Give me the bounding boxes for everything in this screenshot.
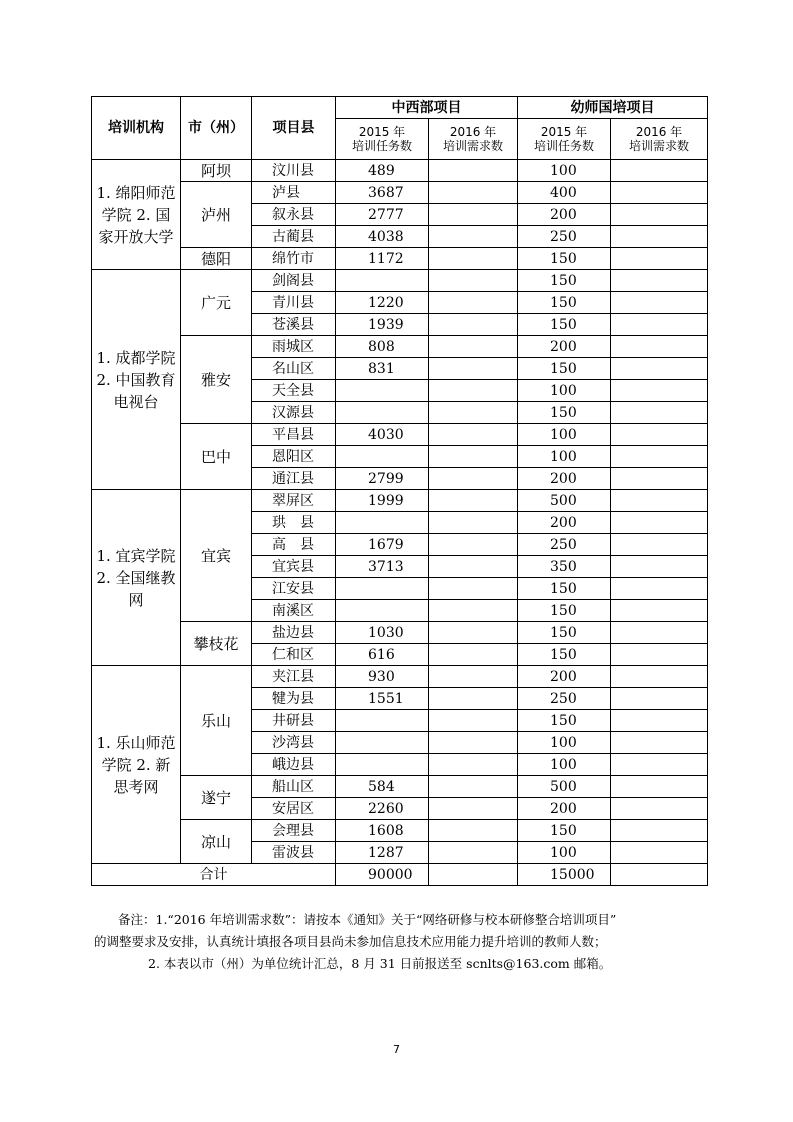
yes-2016-cell xyxy=(611,600,708,622)
zxb-2015-cell: 3713 xyxy=(336,556,429,578)
table-row xyxy=(92,622,708,644)
table-row xyxy=(92,182,708,204)
yes-2015-cell: 150 xyxy=(518,358,611,380)
zxb-2016-cell xyxy=(429,820,518,842)
zxb-2016-cell xyxy=(429,204,518,226)
zxb-2016-cell xyxy=(429,710,518,732)
city-cell: 攀枝花 xyxy=(181,622,252,666)
yes-2016-cell xyxy=(611,402,708,424)
zxb-2015-cell xyxy=(336,380,429,402)
yes-2015-cell: 100 xyxy=(518,732,611,754)
county-cell: 江安县 xyxy=(252,578,336,600)
header-year-2016: 2016 年 xyxy=(635,125,683,139)
table-row xyxy=(92,820,708,842)
zxb-2016-cell xyxy=(429,248,518,270)
zxb-2015-cell: 1939 xyxy=(336,314,429,336)
county-cell: 翠屏区 xyxy=(252,490,336,512)
zxb-2015-cell: 930 xyxy=(336,666,429,688)
total-zxb-2016 xyxy=(429,864,518,886)
yes-2015-cell: 200 xyxy=(518,204,611,226)
city-cell: 乐山 xyxy=(181,666,252,776)
zxb-2016-cell xyxy=(429,468,518,490)
yes-2015-cell: 150 xyxy=(518,402,611,424)
yes-2015-cell: 500 xyxy=(518,490,611,512)
yes-2015-cell: 400 xyxy=(518,182,611,204)
yes-2015-cell: 200 xyxy=(518,468,611,490)
zxb-2016-cell xyxy=(429,226,518,248)
total-row xyxy=(92,864,708,886)
zxb-2015-cell: 4038 xyxy=(336,226,429,248)
county-cell: 盐边县 xyxy=(252,622,336,644)
table-row xyxy=(92,270,708,292)
zxb-2016-cell xyxy=(429,556,518,578)
yes-2016-cell xyxy=(611,754,708,776)
county-cell: 古蔺县 xyxy=(252,226,336,248)
header-zxb-2015 xyxy=(336,119,429,160)
zxb-2016-cell xyxy=(429,644,518,666)
zxb-2016-cell xyxy=(429,160,518,182)
yes-2016-cell xyxy=(611,732,708,754)
county-cell: 雷波县 xyxy=(252,842,336,864)
header-year-2015: 2015 年 xyxy=(540,125,588,139)
county-cell: 珙 县 xyxy=(252,512,336,534)
table-row xyxy=(92,336,708,358)
yes-2015-cell: 150 xyxy=(518,622,611,644)
zxb-2015-cell: 489 xyxy=(336,160,429,182)
table-row xyxy=(92,248,708,270)
org-cell: 1. 绵阳师范学院 2. 国家开放大学 xyxy=(92,160,181,270)
table-row xyxy=(92,666,708,688)
yes-2016-cell xyxy=(611,490,708,512)
county-cell: 仁和区 xyxy=(252,644,336,666)
yes-2015-cell: 500 xyxy=(518,776,611,798)
county-cell: 宜宾县 xyxy=(252,556,336,578)
yes-2015-cell: 200 xyxy=(518,798,611,820)
yes-2016-cell xyxy=(611,534,708,556)
zxb-2015-cell xyxy=(336,402,429,424)
yes-2016-cell xyxy=(611,424,708,446)
yes-2016-cell xyxy=(611,776,708,798)
county-cell: 安居区 xyxy=(252,798,336,820)
header-county: 项目县 xyxy=(252,97,336,160)
header-row-1 xyxy=(92,97,708,119)
zxb-2016-cell xyxy=(429,182,518,204)
zxb-2015-cell xyxy=(336,754,429,776)
org-cell: 1. 乐山师范学院 2. 新思考网 xyxy=(92,666,181,864)
zxb-2015-cell: 1030 xyxy=(336,622,429,644)
yes-2015-cell: 200 xyxy=(518,512,611,534)
city-cell: 雅安 xyxy=(181,336,252,424)
yes-2015-cell: 350 xyxy=(518,556,611,578)
header-task-count: 培训任务数 xyxy=(533,139,594,153)
yes-2015-cell: 150 xyxy=(518,820,611,842)
county-cell: 会理县 xyxy=(252,820,336,842)
county-cell: 汉源县 xyxy=(252,402,336,424)
county-cell: 名山区 xyxy=(252,358,336,380)
total-yes-2015: 15000 xyxy=(518,864,611,886)
zxb-2016-cell xyxy=(429,336,518,358)
zxb-2015-cell xyxy=(336,710,429,732)
zxb-2015-cell xyxy=(336,732,429,754)
yes-2016-cell xyxy=(611,314,708,336)
total-zxb-2015: 90000 xyxy=(336,864,429,886)
county-cell: 峨边县 xyxy=(252,754,336,776)
header-yes-2016 xyxy=(611,119,708,160)
zxb-2016-cell xyxy=(429,512,518,534)
yes-2016-cell xyxy=(611,688,708,710)
yes-2016-cell xyxy=(611,512,708,534)
city-cell: 宜宾 xyxy=(181,490,252,622)
header-demand-count: 培训需求数 xyxy=(442,139,503,153)
note-line-1: 备注：1.“2016 年培训需求数”：请按本《通知》关于“网络研修与校本研修整合培训项目” xyxy=(118,912,617,927)
zxb-2015-cell: 584 xyxy=(336,776,429,798)
yes-2015-cell: 250 xyxy=(518,688,611,710)
zxb-2015-cell: 1999 xyxy=(336,490,429,512)
zxb-2016-cell xyxy=(429,380,518,402)
zxb-2016-cell xyxy=(429,776,518,798)
yes-2016-cell xyxy=(611,226,708,248)
zxb-2016-cell xyxy=(429,490,518,512)
county-cell: 苍溪县 xyxy=(252,314,336,336)
city-cell: 德阳 xyxy=(181,248,252,270)
yes-2015-cell: 150 xyxy=(518,292,611,314)
yes-2016-cell xyxy=(611,446,708,468)
yes-2016-cell xyxy=(611,644,708,666)
org-cell: 1. 宜宾学院 2. 全国继教网 xyxy=(92,490,181,666)
county-cell: 通江县 xyxy=(252,468,336,490)
yes-2015-cell: 250 xyxy=(518,534,611,556)
yes-2015-cell: 100 xyxy=(518,842,611,864)
yes-2016-cell xyxy=(611,556,708,578)
zxb-2016-cell xyxy=(429,358,518,380)
city-cell: 泸州 xyxy=(181,182,252,248)
zxb-2015-cell: 831 xyxy=(336,358,429,380)
yes-2016-cell xyxy=(611,358,708,380)
zxb-2015-cell: 1220 xyxy=(336,292,429,314)
county-cell: 井研县 xyxy=(252,710,336,732)
yes-2016-cell xyxy=(611,710,708,732)
county-cell: 叙永县 xyxy=(252,204,336,226)
header-org: 培训机构 xyxy=(92,97,181,160)
table-row xyxy=(92,490,708,512)
yes-2015-cell: 100 xyxy=(518,446,611,468)
zxb-2015-cell xyxy=(336,578,429,600)
zxb-2015-cell xyxy=(336,512,429,534)
zxb-2016-cell xyxy=(429,424,518,446)
yes-2016-cell xyxy=(611,270,708,292)
zxb-2015-cell: 2777 xyxy=(336,204,429,226)
yes-2015-cell: 150 xyxy=(518,644,611,666)
yes-2015-cell: 200 xyxy=(518,336,611,358)
note-line-3: 2. 本表以市（州）为单位统计汇总，8 月 31 日前报送至 scnlts@163.com 邮箱。 xyxy=(148,956,612,971)
zxb-2016-cell xyxy=(429,842,518,864)
yes-2016-cell xyxy=(611,336,708,358)
table-row xyxy=(92,776,708,798)
zxb-2016-cell xyxy=(429,292,518,314)
zxb-2015-cell: 1287 xyxy=(336,842,429,864)
zxb-2015-cell: 1608 xyxy=(336,820,429,842)
county-cell: 沙湾县 xyxy=(252,732,336,754)
header-yes-2015 xyxy=(518,119,611,160)
training-table xyxy=(91,96,708,886)
yes-2015-cell: 100 xyxy=(518,380,611,402)
yes-2016-cell xyxy=(611,160,708,182)
zxb-2016-cell xyxy=(429,688,518,710)
zxb-2016-cell xyxy=(429,798,518,820)
header-city: 市（州） xyxy=(181,97,252,160)
zxb-2016-cell xyxy=(429,402,518,424)
zxb-2016-cell xyxy=(429,314,518,336)
header-zxb-project: 中西部项目 xyxy=(336,97,518,119)
yes-2015-cell: 150 xyxy=(518,578,611,600)
county-cell: 泸县 xyxy=(252,182,336,204)
zxb-2016-cell xyxy=(429,732,518,754)
yes-2015-cell: 100 xyxy=(518,160,611,182)
header-demand-count: 培训需求数 xyxy=(628,139,689,153)
yes-2016-cell xyxy=(611,248,708,270)
yes-2016-cell xyxy=(611,842,708,864)
zxb-2016-cell xyxy=(429,534,518,556)
yes-2015-cell: 100 xyxy=(518,424,611,446)
org-cell: 1. 成都学院 2. 中国教育电视台 xyxy=(92,270,181,490)
zxb-2016-cell xyxy=(429,270,518,292)
zxb-2016-cell xyxy=(429,622,518,644)
zxb-2015-cell: 808 xyxy=(336,336,429,358)
yes-2015-cell: 250 xyxy=(518,226,611,248)
total-label: 合计 xyxy=(92,864,336,886)
county-cell: 夹江县 xyxy=(252,666,336,688)
zxb-2016-cell xyxy=(429,600,518,622)
county-cell: 雨城区 xyxy=(252,336,336,358)
header-year-2016: 2016 年 xyxy=(449,125,497,139)
zxb-2016-cell xyxy=(429,754,518,776)
yes-2015-cell: 150 xyxy=(518,314,611,336)
yes-2015-cell: 150 xyxy=(518,710,611,732)
zxb-2015-cell: 1172 xyxy=(336,248,429,270)
page-number: 7 xyxy=(393,1043,400,1056)
county-cell: 高 县 xyxy=(252,534,336,556)
zxb-2015-cell: 3687 xyxy=(336,182,429,204)
zxb-2015-cell: 616 xyxy=(336,644,429,666)
notes-block xyxy=(94,909,718,975)
yes-2015-cell: 150 xyxy=(518,248,611,270)
zxb-2015-cell: 1679 xyxy=(336,534,429,556)
yes-2016-cell xyxy=(611,820,708,842)
yes-2015-cell: 100 xyxy=(518,754,611,776)
yes-2015-cell: 200 xyxy=(518,666,611,688)
note-line-2: 的调整要求及安排，认真统计填报各项目县尚未参加信息技术应用能力提升培训的教师人数； xyxy=(94,934,607,949)
county-cell: 绵竹市 xyxy=(252,248,336,270)
county-cell: 天全县 xyxy=(252,380,336,402)
city-cell: 巴中 xyxy=(181,424,252,490)
zxb-2015-cell: 2799 xyxy=(336,468,429,490)
table-row xyxy=(92,424,708,446)
table-row xyxy=(92,160,708,182)
city-cell: 遂宁 xyxy=(181,776,252,820)
yes-2016-cell xyxy=(611,666,708,688)
yes-2016-cell xyxy=(611,292,708,314)
yes-2015-cell: 150 xyxy=(518,600,611,622)
yes-2016-cell xyxy=(611,468,708,490)
county-cell: 剑阁县 xyxy=(252,270,336,292)
yes-2016-cell xyxy=(611,622,708,644)
yes-2016-cell xyxy=(611,182,708,204)
zxb-2016-cell xyxy=(429,446,518,468)
yes-2016-cell xyxy=(611,798,708,820)
zxb-2015-cell xyxy=(336,446,429,468)
zxb-2015-cell xyxy=(336,600,429,622)
zxb-2015-cell: 1551 xyxy=(336,688,429,710)
zxb-2015-cell: 2260 xyxy=(336,798,429,820)
zxb-2015-cell xyxy=(336,270,429,292)
zxb-2015-cell: 4030 xyxy=(336,424,429,446)
county-cell: 船山区 xyxy=(252,776,336,798)
county-cell: 犍为县 xyxy=(252,688,336,710)
county-cell: 平昌县 xyxy=(252,424,336,446)
zxb-2016-cell xyxy=(429,578,518,600)
county-cell: 恩阳区 xyxy=(252,446,336,468)
header-year-2015: 2015 年 xyxy=(358,125,406,139)
county-cell: 青川县 xyxy=(252,292,336,314)
yes-2016-cell xyxy=(611,380,708,402)
zxb-2016-cell xyxy=(429,666,518,688)
city-cell: 凉山 xyxy=(181,820,252,864)
city-cell: 广元 xyxy=(181,270,252,336)
yes-2016-cell xyxy=(611,578,708,600)
yes-2016-cell xyxy=(611,204,708,226)
header-zxb-2016 xyxy=(429,119,518,160)
county-cell: 汶川县 xyxy=(252,160,336,182)
header-task-count: 培训任务数 xyxy=(351,139,412,153)
county-cell: 南溪区 xyxy=(252,600,336,622)
yes-2015-cell: 150 xyxy=(518,270,611,292)
header-yes-project: 幼师国培项目 xyxy=(518,97,708,119)
total-yes-2016 xyxy=(611,864,708,886)
city-cell: 阿坝 xyxy=(181,160,252,182)
